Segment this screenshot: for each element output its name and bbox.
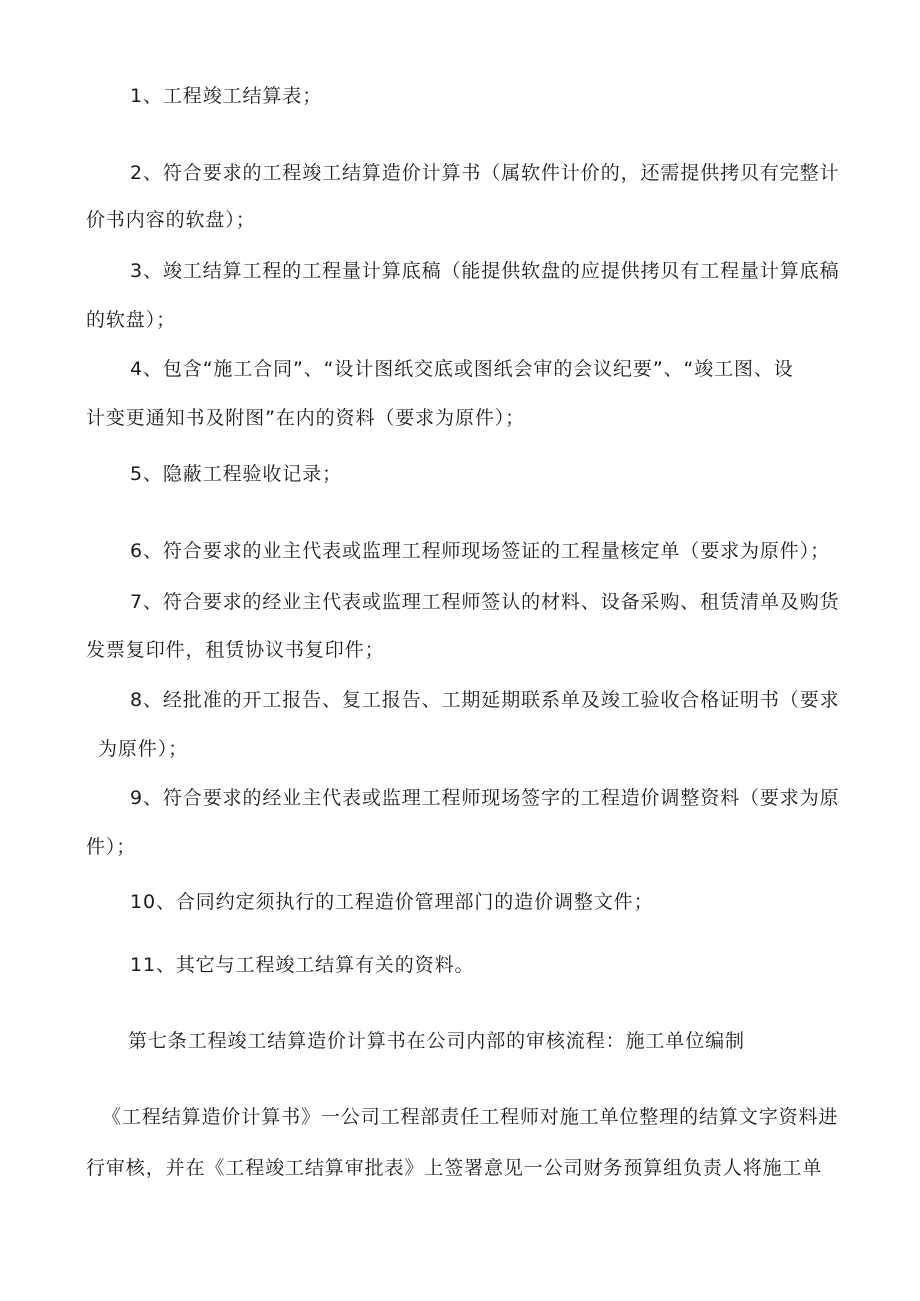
list-item-8-line-1: 8、经批准的开工报告、复工报告、工期延期联系单及竣工验收合格证明书（要求: [130, 689, 840, 711]
list-item-6-line-1: 6、符合要求的业主代表或监理工程师现场签证的工程量核定单（要求为原件）；: [130, 540, 830, 562]
article-7-line-3: 行审核，并在《工程竣工结算审批表》上签署意见一公司财务预算组负责人将施工单: [86, 1157, 823, 1179]
list-item-1-line-1: 1、工程竣工结算表；: [130, 85, 323, 107]
list-item-3-line-2: 的软盘）；: [86, 309, 177, 331]
article-7-line-2: 《工程结算造价计算书》一公司工程部责任工程师对施工单位整理的结算文字资料进: [102, 1106, 839, 1128]
list-item-8-line-2: 为原件）；: [98, 738, 189, 760]
article-7-line-1: 第七条工程竣工结算造价计算书在公司内部的审核流程：施工单位编制: [128, 1030, 745, 1052]
list-item-5-line-1: 5、隐蔽工程验收记录；: [130, 463, 342, 485]
list-item-2-line-1: 2、符合要求的工程竣工结算造价计算书（属软件计价的，还需提供拷贝有完整计: [130, 162, 840, 184]
list-item-9-line-1: 9、符合要求的经业主代表或监理工程师现场签字的工程造价调整资料（要求为原: [130, 787, 840, 809]
list-item-7-line-2: 发票复印件，租赁协议书复印件；: [86, 639, 385, 661]
list-item-3-line-1: 3、竣工结算工程的工程量计算底稿（能提供软盘的应提供拷贝有工程量计算底稿: [130, 260, 840, 282]
list-item-9-line-2: 件）；: [86, 836, 137, 858]
list-item-10-line-1: 10、合同约定须执行的工程造价管理部门的造价调整文件；: [130, 891, 654, 913]
list-item-2-line-2: 价书内容的软盘）；: [86, 209, 256, 231]
list-item-4-line-2: 计变更通知书及附图”在内的资料（要求为原件）；: [86, 407, 526, 429]
list-item-11-line-1: 11、其它与工程竣工结算有关的资料。: [130, 954, 475, 976]
list-item-7-line-1: 7、符合要求的经业主代表或监理工程师签认的材料、设备采购、租赁清单及购货: [130, 591, 840, 613]
list-item-4-line-1: 4、包含“施工合同”、“设计图纸交底或图纸会审的会议纪要”、“竣工图、设: [130, 358, 794, 380]
